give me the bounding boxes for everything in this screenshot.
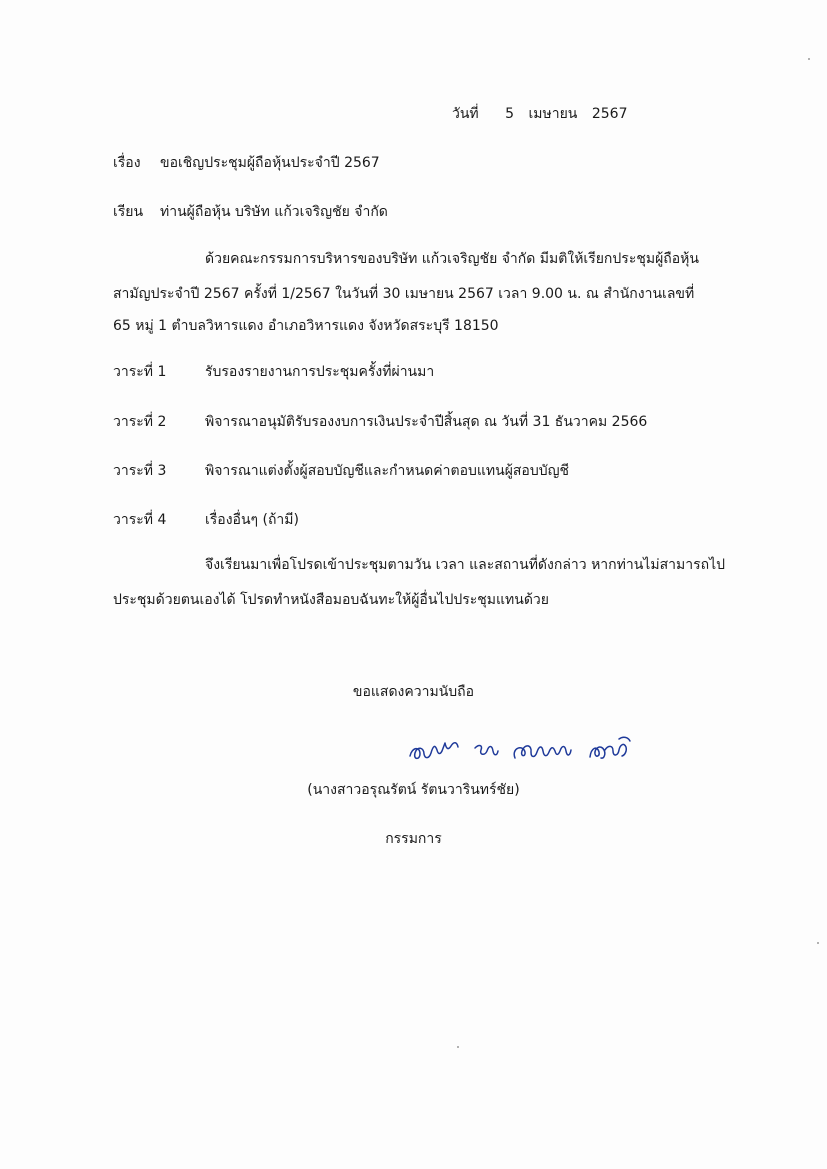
agenda-4-number: วาระที่ 4 [113, 512, 167, 528]
closing-line-1: จึงเรียนมาเพื่อโปรดเข้าประชุมตามวัน เวลา และสถานที่ดังกล่าว หากท่านไม่สามารถไป [205, 557, 725, 573]
date-prefix: วันที่ [452, 106, 479, 122]
scan-speck [817, 942, 819, 944]
to-label: เรียน [113, 204, 144, 220]
closing-line-2: ประชุมด้วยตนเองได้ โปรดทำหนังสือมอบฉันทะให้ผู้อื่นไปประชุมแทนด้วย [113, 592, 549, 608]
handwritten-signature [405, 730, 645, 768]
agenda-2-number: วาระที่ 2 [113, 414, 167, 430]
body-line-3: 65 หมู่ 1 ตำบลวิหารแดง อำเภอวิหารแดง จังหวัดสระบุรี 18150 [113, 318, 499, 334]
subject-text: ขอเชิญประชุมผู้ถือหุ้นประจำปี 2567 [160, 155, 380, 171]
agenda-2-text: พิจารณาอนุมัติรับรองงบการเงินประจำปีสิ้นสุด ณ วันที่ 31 ธันวาคม 2566 [205, 414, 648, 430]
date-month: เมษายน [528, 106, 578, 122]
date-year: 2567 [591, 106, 628, 122]
signatory-title: กรรมการ [385, 831, 442, 847]
agenda-3-number: วาระที่ 3 [113, 463, 167, 479]
body-line-1: ด้วยคณะกรรมการบริหารของบริษัท แก้วเจริญชัย จำกัด มีมติให้เรียกประชุมผู้ถือหุ้น [205, 251, 699, 267]
subject-label: เรื่อง [113, 155, 141, 171]
agenda-4-text: เรื่องอื่นๆ (ถ้ามี) [205, 512, 299, 528]
scan-speck [457, 1046, 459, 1048]
regards: ขอแสดงความนับถือ [352, 684, 475, 700]
letter-date [452, 104, 627, 124]
agenda-3-text: พิจารณาแต่งตั้งผู้สอบบัญชีและกำหนดค่าตอบแทนผู้สอบบัญชี [205, 463, 570, 479]
agenda-1-number: วาระที่ 1 [113, 364, 167, 380]
date-day: 5 [505, 106, 515, 122]
body-line-2: สามัญประจำปี 2567 ครั้งที่ 1/2567 ในวันที่ 30 เมษายน 2567 เวลา 9.00 น. ณ สำนักงานเลขที่ [113, 286, 695, 302]
to-text: ท่านผู้ถือหุ้น บริษัท แก้วเจริญชัย จำกัด [160, 204, 388, 220]
agenda-1-text: รับรองรายงานการประชุมครั้งที่ผ่านมา [205, 364, 435, 380]
scan-speck [808, 58, 810, 60]
signatory-name: (นางสาวอรุณรัตน์ รัตนวารินทร์ชัย) [307, 782, 520, 798]
